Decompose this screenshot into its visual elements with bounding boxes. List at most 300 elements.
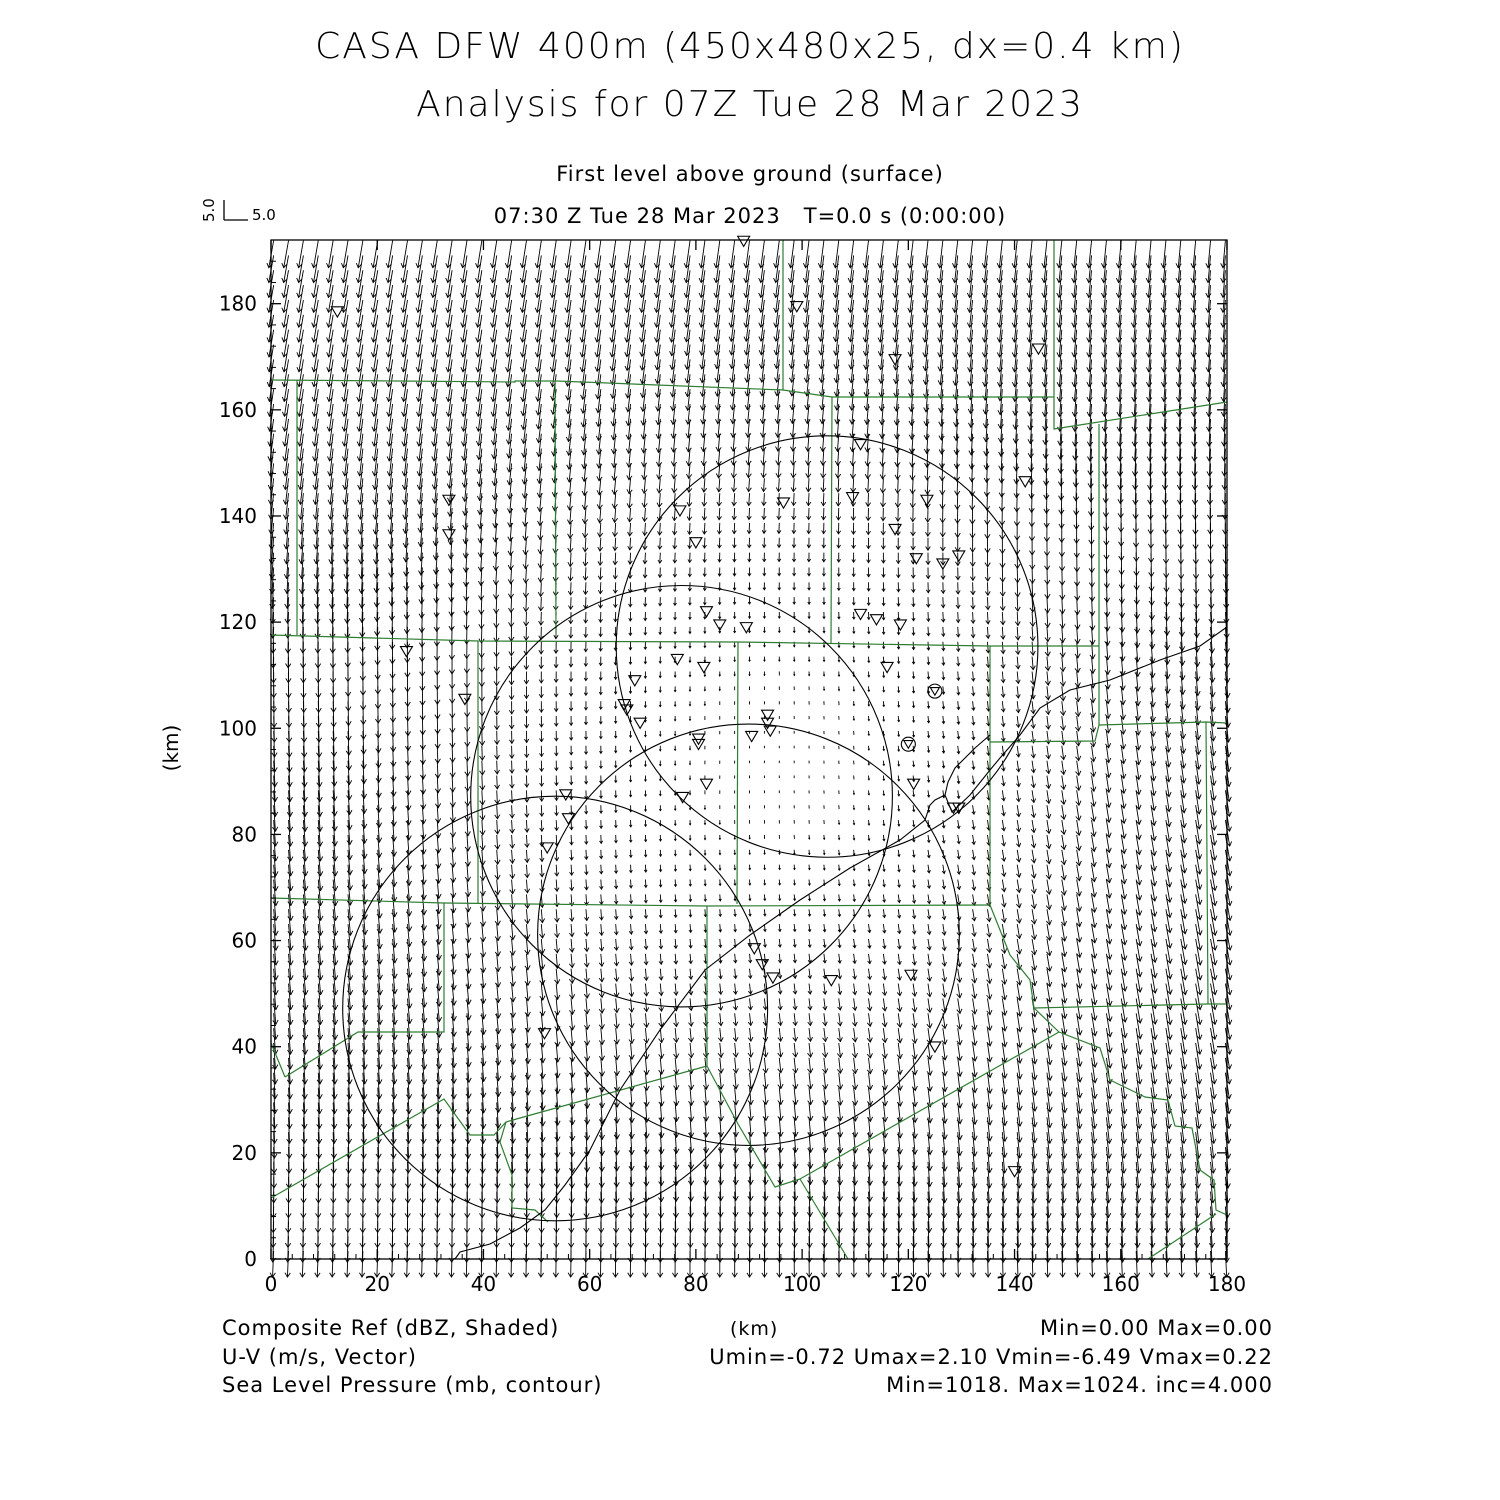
wind-vector — [746, 300, 750, 327]
wind-vector — [690, 538, 691, 549]
wind-vector — [556, 998, 557, 1015]
wind-vector — [571, 850, 572, 860]
map-title: CASA DFW 400m (450x480x25, dx=0.4 km) — [315, 26, 1185, 67]
wind-vector — [467, 805, 468, 821]
wind-vector — [746, 270, 750, 297]
wind-vector — [630, 538, 631, 550]
wind-vector — [344, 330, 348, 357]
wind-vector — [538, 359, 542, 386]
wind-vector — [615, 523, 616, 537]
wind-vector — [716, 241, 720, 268]
wind-vector — [537, 315, 541, 342]
wind-vector — [343, 255, 348, 282]
wind-vector — [537, 345, 541, 372]
wind-vector — [686, 255, 690, 282]
wind-vector — [433, 300, 437, 327]
wind-vector — [526, 805, 527, 817]
wind-vector — [403, 359, 407, 386]
wind-vector — [629, 493, 630, 508]
wind-vector — [526, 880, 527, 893]
wind-vector — [701, 270, 705, 297]
wind-vector — [467, 761, 468, 776]
wind-vector — [746, 255, 750, 282]
wind-vector — [586, 1013, 587, 1029]
wind-vector — [344, 389, 348, 416]
wind-vector — [701, 315, 705, 342]
wind-vector — [734, 523, 735, 534]
wind-vector — [704, 523, 705, 534]
wind-vector — [403, 345, 407, 372]
wind-vector — [701, 285, 705, 312]
wind-vector — [343, 241, 348, 268]
wind-vector — [403, 374, 407, 401]
wind-vector — [492, 255, 496, 282]
wind-vector — [537, 330, 541, 357]
wind-vector — [716, 270, 720, 297]
wind-vector — [512, 894, 513, 909]
wind-vector — [448, 359, 452, 386]
wind-vector — [537, 241, 541, 268]
wind-vector — [314, 330, 319, 357]
wind-vector — [388, 359, 392, 386]
wind-vector — [512, 939, 513, 955]
wind-vector — [358, 285, 363, 312]
wind-vector — [344, 359, 348, 386]
wind-vector — [493, 345, 497, 372]
wind-vector — [571, 998, 572, 1014]
wind-vector — [482, 909, 483, 926]
wind-vector — [467, 790, 468, 805]
wind-vector — [585, 538, 586, 552]
wind-vector — [452, 761, 453, 777]
wind-vector — [482, 894, 483, 910]
wind-vector — [344, 374, 348, 401]
wind-vector — [656, 300, 660, 327]
wind-vector — [567, 300, 571, 327]
wind-vector — [764, 1088, 766, 1105]
wind-vector — [419, 389, 423, 416]
wind-vector — [329, 404, 333, 431]
wind-vector — [389, 374, 393, 401]
wind-vector — [482, 835, 483, 850]
wind-vector — [358, 330, 362, 357]
wind-vector — [731, 285, 735, 312]
wind-vector — [552, 241, 556, 268]
wind-vector — [586, 850, 587, 859]
wind-vector — [522, 285, 526, 312]
wind-vector — [556, 924, 557, 937]
wind-vector — [526, 894, 527, 908]
wind-vector — [556, 939, 557, 953]
wind-vector — [616, 1013, 617, 1028]
wind-vector — [493, 389, 497, 416]
wind-vector — [525, 553, 526, 569]
wind-vector — [701, 300, 705, 327]
wind-vector — [526, 984, 528, 1001]
wind-vector — [448, 241, 452, 268]
wind-vector — [599, 493, 600, 509]
wind-vector — [403, 241, 408, 268]
wind-vector — [373, 255, 378, 282]
wind-vector — [373, 345, 377, 372]
wind-vector — [522, 255, 526, 282]
wind-vector — [284, 359, 288, 386]
wind-vector — [299, 345, 303, 372]
wind-vector — [497, 805, 498, 819]
wind-vector — [388, 345, 392, 372]
wind-vector — [671, 300, 675, 327]
wind-vector — [507, 315, 511, 342]
wind-vector — [541, 805, 542, 816]
wind-vector — [675, 538, 676, 549]
wind-vector — [523, 359, 527, 386]
wind-vector — [552, 359, 556, 386]
wind-vector — [716, 285, 720, 312]
wind-vectors — [267, 241, 1232, 1278]
wind-vector — [343, 315, 348, 342]
wind-vector — [764, 493, 765, 505]
wind-vector — [556, 835, 557, 846]
wind-vector — [388, 285, 393, 312]
wind-vector — [585, 523, 586, 538]
wind-vector — [659, 478, 660, 493]
wind-vector — [526, 954, 527, 970]
wind-vector — [478, 345, 482, 372]
wind-vector — [328, 270, 333, 297]
wind-vector — [671, 315, 675, 342]
wind-vector — [418, 345, 422, 372]
wind-vector — [467, 820, 468, 836]
wind-vector — [776, 241, 780, 268]
wind-vector — [631, 1028, 632, 1043]
wind-vector — [776, 285, 780, 312]
wind-vector — [600, 553, 601, 566]
wind-vector — [314, 389, 318, 416]
wind-vector — [497, 790, 498, 803]
wind-vector — [492, 285, 496, 312]
wind-vector — [705, 1073, 706, 1089]
wind-vector — [656, 285, 660, 312]
wind-vector — [433, 389, 437, 416]
wind-vector — [284, 374, 288, 401]
wind-vector — [285, 404, 289, 431]
wind-vector — [567, 270, 571, 297]
wind-vector — [507, 270, 511, 297]
wind-vector — [478, 285, 482, 312]
wind-vector — [344, 404, 348, 431]
wind-vector — [612, 241, 616, 268]
wind-vector — [642, 300, 646, 327]
wind-vector — [793, 478, 794, 491]
wind-vector — [497, 924, 498, 940]
wind-vector — [552, 270, 556, 297]
wind-vector — [522, 241, 526, 268]
wind-vector — [567, 241, 571, 268]
wind-vector — [627, 315, 631, 342]
wind-vector — [556, 984, 557, 1000]
wind-vector — [284, 285, 289, 312]
wind-vector — [644, 493, 645, 507]
wind-vector — [496, 612, 497, 628]
wind-vector — [761, 255, 765, 282]
wind-vector — [571, 865, 572, 876]
wind-vector — [478, 315, 482, 342]
wind-vector — [373, 315, 377, 342]
wind-vector — [284, 330, 289, 357]
wind-vector — [675, 1058, 676, 1074]
wind-vector — [761, 300, 765, 327]
wind-vector — [418, 315, 422, 342]
wind-vector — [644, 478, 645, 493]
wind-vector — [497, 850, 498, 864]
wind-vector — [512, 835, 513, 848]
wind-vector — [512, 954, 514, 971]
wind-vector — [601, 1013, 602, 1028]
wind-vector — [749, 493, 750, 505]
wind-vector — [329, 345, 333, 372]
wind-vector — [735, 1073, 736, 1089]
wind-vector — [433, 345, 437, 372]
wind-vector — [526, 909, 527, 923]
wind-vector — [794, 493, 795, 505]
wind-vector — [482, 790, 483, 804]
vector-key-u-label: 5.0 — [252, 206, 276, 224]
wind-vector — [552, 255, 556, 282]
wind-vector — [523, 374, 527, 401]
wind-vector — [478, 300, 482, 327]
wind-vector — [463, 389, 467, 416]
wind-vector — [660, 538, 661, 549]
wind-vector — [586, 1028, 587, 1045]
wind-vector — [552, 315, 556, 342]
wind-vector — [452, 805, 453, 822]
wind-vector — [329, 315, 334, 342]
wind-vector — [463, 241, 467, 268]
wind-vector — [541, 820, 542, 831]
wind-vector — [600, 582, 601, 593]
wind-vector — [556, 880, 557, 892]
wind-vector — [734, 508, 735, 520]
wind-vector — [630, 553, 631, 565]
wind-vector — [358, 315, 363, 342]
wind-vector — [403, 315, 407, 342]
wind-vector — [373, 300, 378, 327]
wind-vector — [328, 241, 333, 268]
wind-vector — [585, 508, 586, 523]
wind-vector — [586, 998, 587, 1013]
wind-vector — [716, 300, 720, 327]
wind-vector — [541, 909, 542, 922]
wind-vector — [388, 300, 392, 327]
wind-vector — [482, 805, 483, 820]
wind-vector — [719, 493, 720, 506]
wind-vector — [686, 241, 690, 268]
wind-vector — [690, 1073, 691, 1090]
wind-vector — [556, 820, 557, 830]
wind-vector — [284, 315, 289, 342]
wind-vector — [660, 1058, 661, 1074]
wind-vector — [493, 315, 497, 342]
wind-vector — [764, 508, 765, 519]
wind-vector — [448, 345, 452, 372]
wind-vector — [523, 345, 527, 372]
wind-vector — [629, 478, 630, 493]
wind-vector — [299, 285, 304, 312]
wind-vector — [660, 523, 661, 535]
wind-vector — [659, 493, 660, 507]
wind-vector — [794, 1088, 796, 1105]
wind-vector — [597, 300, 601, 327]
wind-vector — [418, 359, 422, 386]
wind-vector — [328, 300, 333, 327]
wind-vector — [433, 285, 437, 312]
wind-vector — [582, 315, 586, 342]
analysis-time-title: Analysis for 07Z Tue 28 Mar 2023 — [416, 84, 1084, 125]
wind-vector — [463, 300, 467, 327]
wind-vector — [314, 345, 318, 372]
wind-vector — [299, 300, 304, 327]
wind-vector — [508, 330, 512, 357]
wind-vector — [734, 463, 735, 477]
wind-vector — [497, 776, 498, 789]
wind-vector — [448, 285, 452, 312]
wind-vector — [571, 1013, 572, 1030]
wind-vector — [731, 255, 735, 282]
wind-vector — [779, 508, 780, 519]
wind-vector — [482, 776, 483, 790]
wind-vector — [689, 508, 690, 520]
wind-vector — [541, 924, 542, 938]
wind-vector — [388, 330, 392, 357]
wind-vector — [403, 285, 407, 312]
wind-vector — [373, 270, 378, 297]
wind-vector — [616, 1043, 617, 1060]
wind-vector — [541, 954, 542, 969]
wind-vector — [497, 880, 498, 895]
wind-vector — [686, 300, 690, 327]
wind-vector — [674, 523, 675, 535]
wind-vector — [731, 300, 735, 327]
wind-vector — [585, 582, 586, 594]
wind-vector — [746, 285, 750, 312]
wind-vector — [526, 790, 527, 802]
wind-vector — [388, 255, 393, 282]
wind-vector — [612, 315, 616, 342]
wind-vector — [508, 374, 512, 401]
wind-vector — [731, 241, 735, 268]
wind-vector — [448, 255, 452, 282]
wind-vector — [512, 820, 513, 833]
wind-vector — [467, 835, 468, 851]
wind-vector — [522, 330, 526, 357]
wind-vector — [299, 404, 303, 431]
wind-vector — [526, 939, 527, 954]
wind-vector — [522, 315, 526, 342]
wind-vector — [448, 389, 452, 416]
wind-vector — [778, 463, 779, 477]
wind-vector — [570, 582, 571, 595]
wind-vector — [433, 315, 437, 342]
wind-vector — [541, 984, 542, 1001]
wind-vector — [512, 924, 513, 940]
wind-vector — [463, 345, 467, 372]
wind-vector — [478, 389, 482, 416]
wind-vector — [540, 553, 541, 568]
wind-vector — [433, 241, 437, 268]
wind-vector — [358, 300, 363, 327]
wind-vector — [601, 1028, 602, 1044]
wind-vector — [522, 300, 526, 327]
wind-vector — [284, 300, 289, 327]
wind-vector — [511, 567, 512, 583]
wind-vector — [705, 1058, 706, 1073]
wind-vector — [497, 865, 498, 880]
wind-vector — [616, 1028, 617, 1044]
wind-vector — [644, 508, 645, 521]
wind-vector — [448, 300, 452, 327]
wind-vector — [642, 330, 646, 357]
wind-vector — [645, 523, 646, 536]
wind-vector — [418, 241, 422, 268]
wind-vector — [540, 538, 541, 554]
wind-vector — [299, 255, 304, 282]
wind-vector — [541, 567, 542, 582]
wind-vector — [497, 909, 498, 925]
wind-vector — [314, 315, 319, 342]
wind-vector — [735, 1088, 737, 1105]
wind-vector — [612, 300, 616, 327]
valid-time-subtitle: 07:30 Z Tue 28 Mar 2023 T=0.0 s (0:00:00) — [493, 204, 1007, 228]
wind-vector — [300, 419, 304, 446]
wind-vector — [511, 582, 512, 598]
wind-vector — [567, 315, 571, 342]
wind-vector — [404, 389, 408, 416]
wind-vector — [537, 270, 541, 297]
wind-vector — [716, 255, 720, 282]
wind-vector — [600, 508, 601, 523]
wind-vector — [764, 478, 765, 491]
wind-vector — [478, 330, 482, 357]
wind-vector — [329, 374, 333, 401]
wind-vector — [482, 761, 483, 775]
wind-vector — [507, 255, 511, 282]
wind-vector — [433, 255, 437, 282]
wind-vector — [791, 255, 795, 282]
wind-vector — [627, 241, 631, 268]
wind-vector — [776, 270, 780, 297]
wind-vector — [404, 404, 408, 431]
wind-vector — [388, 315, 392, 342]
wind-vector — [508, 389, 512, 416]
wind-vector — [630, 508, 631, 522]
wind-vector — [571, 984, 572, 999]
wind-vector — [284, 270, 289, 297]
wind-vector — [388, 241, 393, 268]
wind-vector — [660, 1073, 661, 1090]
wind-vector — [645, 1058, 646, 1075]
wind-vector — [403, 255, 408, 282]
wind-vector — [299, 389, 303, 416]
wind-vector — [541, 998, 543, 1015]
wind-vector — [526, 582, 527, 597]
wind-vector — [448, 270, 452, 297]
wind-vector — [511, 597, 512, 612]
wind-vector — [507, 241, 511, 268]
wind-vector — [359, 345, 363, 372]
wind-vector — [582, 270, 586, 297]
wind-vector — [642, 315, 646, 342]
wind-vector — [704, 478, 705, 492]
